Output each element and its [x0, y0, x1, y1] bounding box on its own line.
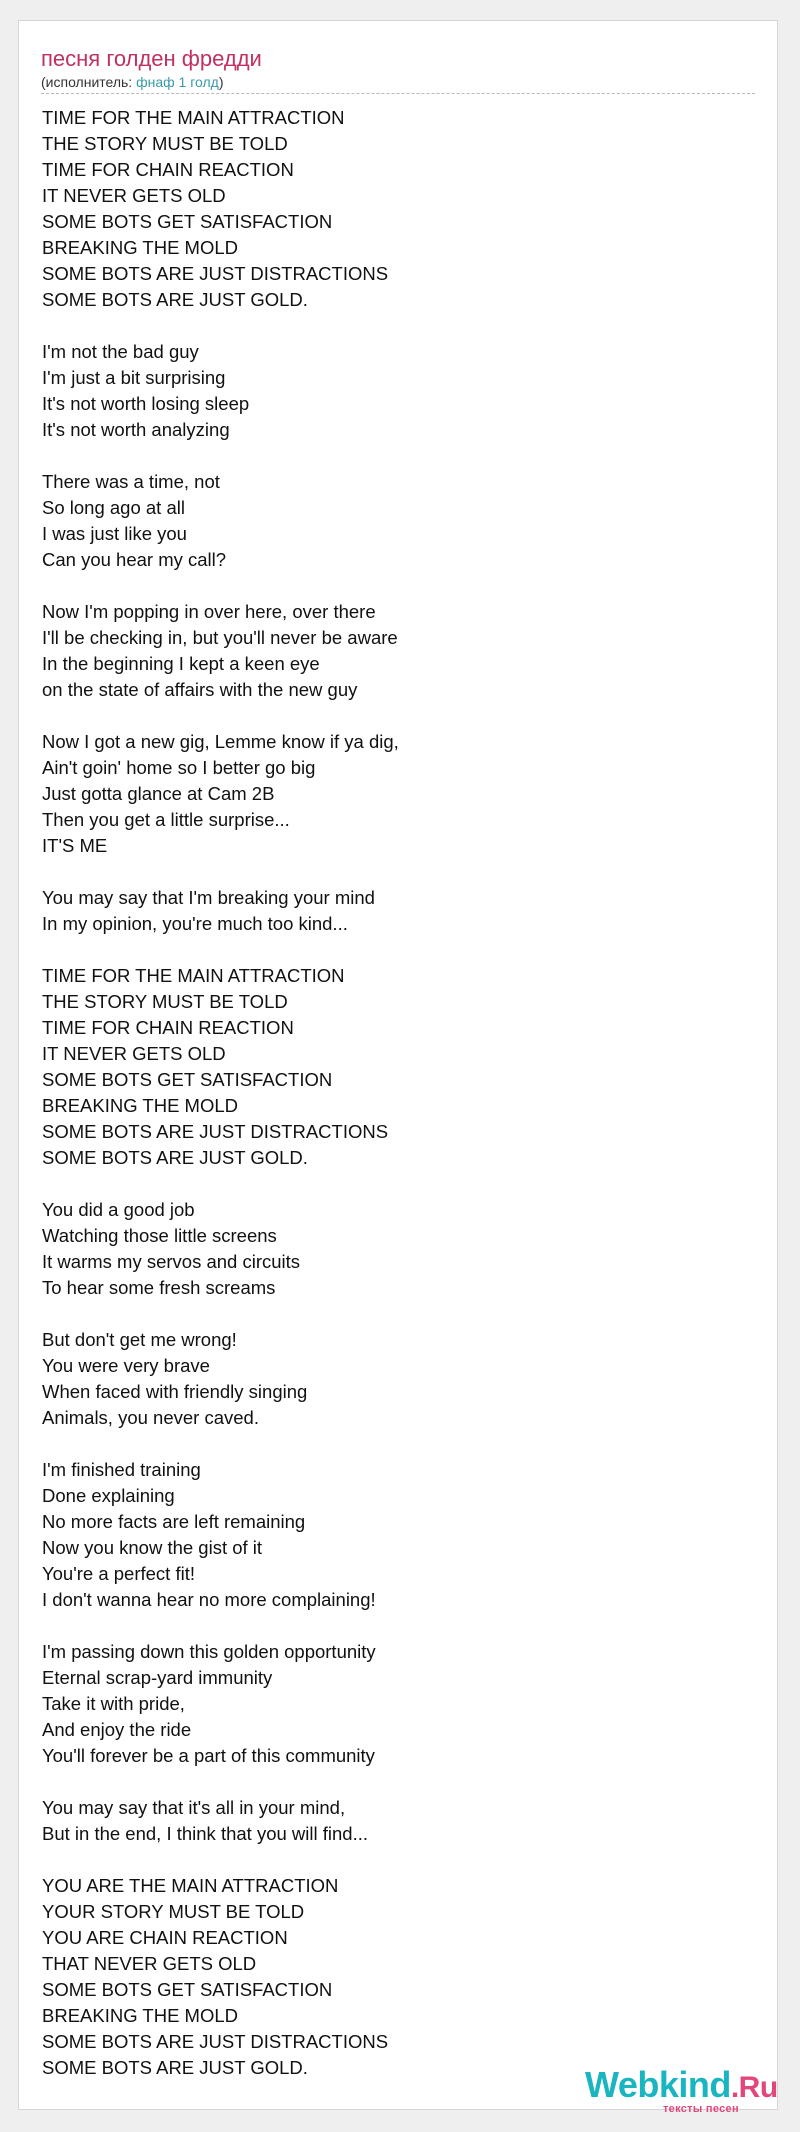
- lyrics-line: SOME BOTS GET SATISFACTION: [42, 211, 333, 232]
- lyrics-stanza: [42, 963, 742, 1171]
- lyrics-line: Take it with pride,: [42, 1693, 185, 1714]
- lyrics-line: YOU ARE THE MAIN ATTRACTION: [42, 1875, 339, 1896]
- lyrics-line: To hear some fresh screams: [42, 1277, 276, 1298]
- lyrics-line: Animals, you never caved.: [42, 1407, 259, 1428]
- lyrics-stanza: [42, 339, 742, 443]
- artist-prefix: (исполнитель:: [41, 74, 137, 90]
- lyrics-line: on the state of affairs with the new guy: [42, 679, 358, 700]
- lyrics-stanza: [42, 1795, 742, 1847]
- lyrics-line: SOME BOTS ARE JUST DISTRACTIONS: [42, 1121, 389, 1142]
- lyrics-line: TIME FOR THE MAIN ATTRACTION: [42, 107, 345, 128]
- lyrics-line: THE STORY MUST BE TOLD: [42, 991, 288, 1012]
- lyrics-line: Watching those little screens: [42, 1225, 277, 1246]
- artist-link[interactable]: фнаф 1 голд: [136, 74, 219, 90]
- lyrics-line: In the beginning I kept a keen eye: [42, 653, 320, 674]
- lyrics-line: I was just like you: [42, 523, 187, 544]
- lyrics-line: Can you hear my call?: [42, 549, 227, 570]
- lyrics-line: IT'S ME: [42, 835, 108, 856]
- lyrics-line: SOME BOTS ARE JUST GOLD.: [42, 2057, 308, 2078]
- lyrics-line: There was a time, not: [42, 471, 220, 492]
- lyrics-line: I'm not the bad guy: [42, 341, 199, 362]
- lyrics-line: TIME FOR CHAIN REACTION: [42, 1017, 294, 1038]
- lyrics-line: SOME BOTS ARE JUST GOLD.: [42, 1147, 308, 1168]
- lyrics-line: It warms my servos and circuits: [42, 1251, 301, 1272]
- lyrics-body: [42, 105, 742, 2107]
- lyrics-line: THE STORY MUST BE TOLD: [42, 133, 288, 154]
- lyrics-line: TIME FOR CHAIN REACTION: [42, 159, 294, 180]
- lyrics-line: IT NEVER GETS OLD: [42, 1043, 226, 1064]
- logo-wordmark: [585, 2065, 778, 2108]
- lyrics-stanza: [42, 729, 742, 859]
- lyrics-line: But in the end, I think that you will find...: [42, 1823, 368, 1844]
- lyrics-line: IT NEVER GETS OLD: [42, 185, 226, 206]
- lyrics-line: BREAKING THE MOLD: [42, 2005, 239, 2026]
- lyrics-line: Done explaining: [42, 1485, 175, 1506]
- lyrics-line: So long ago at all: [42, 497, 185, 518]
- song-title: песня голден фредди: [41, 46, 262, 71]
- lyrics-stanza: [42, 885, 742, 937]
- lyrics-line: Ain't goin' home so I better go big: [42, 757, 316, 778]
- lyrics-stanza: [42, 469, 742, 573]
- lyrics-line: No more facts are left remaining: [42, 1511, 306, 1532]
- lyrics-stanza: [42, 1197, 742, 1301]
- lyrics-line: You may say that it's all in your mind,: [42, 1797, 346, 1818]
- lyrics-line: YOU ARE CHAIN REACTION: [42, 1927, 288, 1948]
- lyrics-line: SOME BOTS ARE JUST DISTRACTIONS: [42, 2031, 389, 2052]
- lyrics-line: Now I'm popping in over here, over there: [42, 601, 376, 622]
- lyrics-line: Now you know the gist of it: [42, 1537, 263, 1558]
- lyrics-stanza: [42, 1457, 742, 1613]
- lyrics-line: THAT NEVER GETS OLD: [42, 1953, 257, 1974]
- lyrics-line: I don't wanna hear no more complaining!: [42, 1589, 376, 1610]
- lyrics-line: TIME FOR THE MAIN ATTRACTION: [42, 965, 345, 986]
- lyrics-line: But don't get me wrong!: [42, 1329, 237, 1350]
- lyrics-line: You were very brave: [42, 1355, 210, 1376]
- lyrics-line: YOUR STORY MUST BE TOLD: [42, 1901, 305, 1922]
- lyrics-line: SOME BOTS ARE JUST DISTRACTIONS: [42, 263, 389, 284]
- artist-line: [41, 73, 755, 91]
- lyrics-line: I'm just a bit surprising: [42, 367, 226, 388]
- lyrics-stanza: [42, 105, 742, 313]
- lyrics-card: [18, 20, 778, 2115]
- lyrics-line: It's not worth losing sleep: [42, 393, 250, 414]
- lyrics-line: And enjoy the ride: [42, 1719, 192, 1740]
- lyrics-line: Eternal scrap-yard immunity: [42, 1667, 273, 1688]
- lyrics-line: SOME BOTS GET SATISFACTION: [42, 1069, 333, 1090]
- lyrics-line: Then you get a little surprise...: [42, 809, 290, 830]
- lyrics-line: SOME BOTS ARE JUST GOLD.: [42, 289, 308, 310]
- lyrics-line: Now I got a new gig, Lemme know if ya dig,: [42, 731, 399, 752]
- lyrics-line: SOME BOTS GET SATISFACTION: [42, 1979, 333, 2000]
- lyrics-line: Just gotta glance at Cam 2B: [42, 783, 275, 804]
- lyrics-line: You're a perfect fit!: [42, 1563, 195, 1584]
- webkind-logo[interactable]: [585, 2065, 781, 2119]
- lyrics-line: You did a good job: [42, 1199, 195, 1220]
- lyrics-stanza: [42, 1639, 742, 1769]
- logo-tagline: тексты песен: [663, 2103, 739, 2115]
- lyrics-line: I'll be checking in, but you'll never be aware: [42, 627, 398, 648]
- logo-domain-text: .Ru: [730, 2071, 778, 2104]
- artist-suffix: ): [218, 74, 224, 90]
- lyrics-line: When faced with friendly singing: [42, 1381, 308, 1402]
- lyrics-line: You'll forever be a part of this community: [42, 1745, 375, 1766]
- lyrics-line: In my opinion, you're much too kind...: [42, 913, 348, 934]
- lyrics-line: I'm finished training: [42, 1459, 201, 1480]
- lyrics-line: BREAKING THE MOLD: [42, 1095, 239, 1116]
- lyrics-line: It's not worth analyzing: [42, 419, 230, 440]
- lyrics-line: You may say that I'm breaking your mind: [42, 887, 375, 908]
- lyrics-stanza: [42, 1873, 742, 2081]
- lyrics-stanza: [42, 599, 742, 703]
- lyrics-stanza: [42, 1327, 742, 1431]
- song-header: [41, 45, 755, 94]
- logo-main-text: Webkind: [585, 2064, 731, 2105]
- lyrics-line: BREAKING THE MOLD: [42, 237, 239, 258]
- lyrics-line: I'm passing down this golden opportunity: [42, 1641, 376, 1662]
